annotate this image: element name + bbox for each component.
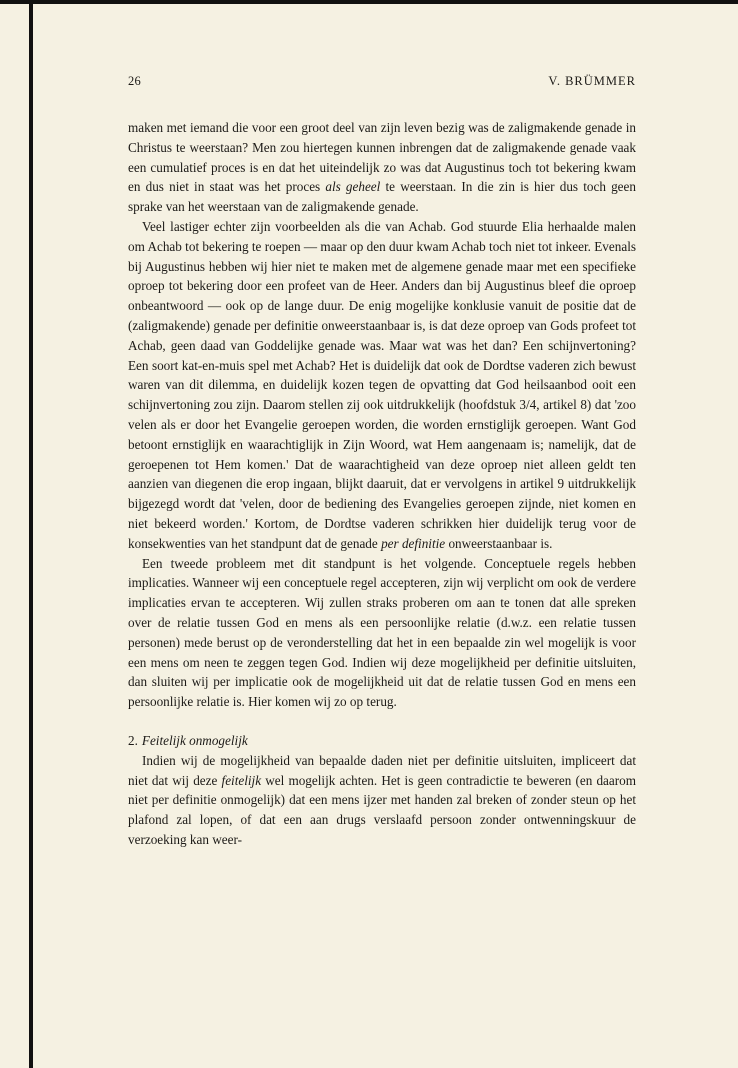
emphasis-text: per definitie bbox=[381, 535, 446, 551]
section-heading bbox=[128, 731, 636, 751]
paragraph-text: Een tweede probleem met dit standpunt is het volgende. Conceptuele regels hebben implicaties. Wanneer wij een conceptuele regel accepteren, zijn wij verplicht om ook de verdere implicaties ervan te accepteren. Wij zullen straks proberen om aan te tonen dat alle spreken over de relatie tussen God en mens als een persoonlijke relatie (d.w.z. een relatie tussen personen) mede berust op de veronderstelling dat het in een bepaalde zin wel mogelijk is voor een mens om neen te zeggen tegen God. Indien wij deze mogelijkheid per definitie uitsluiten, dan sluiten wij per implicatie ook de mogelijkheid uit dat de relatie tussen God en mens een persoonlijke relatie is. Hier komen wij zo op terug. bbox=[128, 555, 636, 710]
section-number: 2. bbox=[128, 732, 138, 748]
body-text bbox=[128, 118, 636, 850]
paragraph-text: onweerstaanbaar is. bbox=[445, 535, 553, 551]
paragraph bbox=[128, 554, 636, 712]
running-header bbox=[128, 74, 636, 89]
scan-border-top bbox=[0, 0, 738, 4]
paragraph-text: Veel lastiger echter zijn voorbeelden als die van Achab. God stuurde Elia herhaalde malen om Achab tot bekering te roepen — maar op den duur kwam Achab toch niet tot inkeer. Evenals bij Augustinus hebben wij hier niet te maken met de algemene genade maar met een specifieke oproep tot bekering door een profeet van de Heer. Anders dan bij Augustinus bleef die oproep onbeantwoord — ook op de lange duur. De enig mogelijke konklusie vanuit de positie dat de (zaligmakende) genade per definitie onweerstaanbaar is, is dat deze oproep van Gods profeet tot Achab, geen daad van Goddelijke genade was. Maar wat was het dan? Een schijnvertoning? Een soort kat-en-muis spel met Achab? Het is duidelijk dat ook de Dordtse vaderen zich bewust waren van dit dilemma, en duidelijk kozen tegen de opvatting dat God heilsaanbod ooit een schijnvertoning zou zijn. Daarom stellen zij ook uitdrukkelijk (hoofdstuk 3/4, artikel 8) dat 'zoo velen als er door het Evangelie geroepen worden, die worden ernstiglijk geroepen. Want God betoont ernstiglijk en waarachtiglijk in Zijn Woord, wat Hem aangenaam is; namelijk, dat de geroepenen tot Hem komen.' Dat de waarachtigheid van deze oproep niet alleen geldt ten aanzien van diegenen die erop ingaan, blijkt daaruit, dat er vervolgens in artikel 9 uitdrukkelijk bijgezegd wordt dat 'velen, door de bediening des Evangelies geroepen zijnde, niet komen en niet bekeerd worden.' Kortom, de Dordtse vaderen schrikken hier duidelijk terug voor de konsekwenties van het standpunt dat de genade bbox=[128, 218, 636, 551]
paragraph-text: Indien wij de mogelijkheid van bepaalde daden niet per definitie uitsluiten, impliceert dat niet dat wij deze bbox=[128, 752, 636, 788]
paragraph-group bbox=[128, 118, 636, 712]
paragraph bbox=[128, 118, 636, 217]
paragraph bbox=[128, 217, 636, 554]
scan-border-left bbox=[29, 4, 33, 1068]
paragraph-group bbox=[128, 751, 636, 850]
paragraph bbox=[128, 751, 636, 850]
running-author: V. BRÜMMER bbox=[548, 74, 636, 88]
emphasis-text: als geheel bbox=[325, 179, 381, 195]
section-title: Feitelijk onmogelijk bbox=[141, 732, 248, 748]
paragraph-text: te weerstaan. In die zin is hier dus toch geen sprake van het weerstaan van de zaligmakende genade. bbox=[128, 179, 636, 215]
emphasis-text: feitelijk bbox=[221, 772, 262, 788]
page-number: 26 bbox=[128, 74, 142, 88]
book-page bbox=[128, 74, 636, 850]
paragraph-text: maken met iemand die voor een groot deel van zijn leven bezig was de zaligmakende genade in Christus te weerstaan? Men zou hiertegen kunnen inbrengen dat de zaligmakende genade vaak een cumulatief proces is en dat het uiteindelijk zo was dat Augustinus toch tot bekering kwam en dus niet in staat was het proces bbox=[128, 120, 636, 195]
paragraph-text: wel mogelijk achten. Het is geen contradictie te beweren (en daarom niet per definitie onmogelijk) dat een mens ijzer met handen zal breken of zonder steun op het plafond zal lopen, of dat een aan drugs verslaafd persoon zonder ontwenningskuur de verzoeking kan weer- bbox=[128, 772, 636, 847]
